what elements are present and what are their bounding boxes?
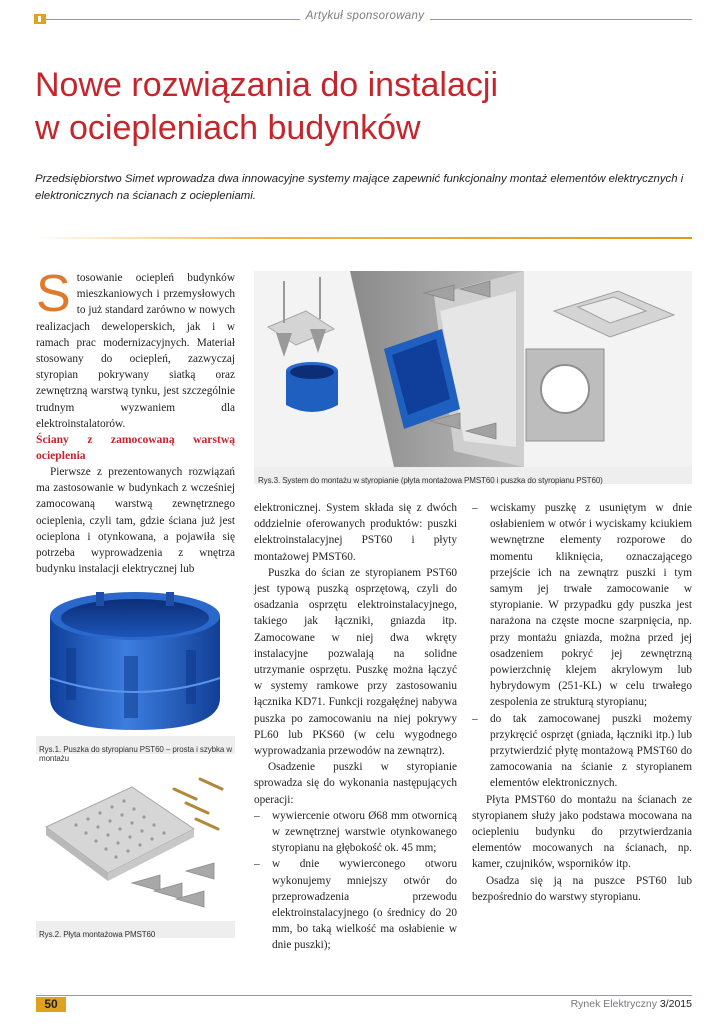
article-lead: Przedsiębiorstwo Simet wprowadza dwa innowacyjne systemy mające zapewnić funkcjonalny montaż elementów elektrycznych i elektronicznych na ścianach z ociepleniami. <box>35 173 684 202</box>
column-2 <box>254 500 457 954</box>
column-3 <box>472 500 692 905</box>
drop-cap: S <box>36 265 71 323</box>
intro-text: tosowanie ociepleń budynków mieszkaniowych i przemysłowych to już standard zarówno w nowych realizacjach deweloperskich, jak i w ramach prac modernizacyjnych. Materiał stosowany do ociepleń, zazwyczaj styropian pokrywany siatką oraz zewnętrzną warstwą tynku, jest szczególnie trudnym wyzwaniem dla elektroinstalatorów. <box>36 272 235 430</box>
blue-box-illustration <box>36 578 235 736</box>
bullet-hole <box>254 856 457 953</box>
bullet-press <box>472 500 692 711</box>
bullet-text: wywiercenie otworu Ø68 mm otwornicą w zewnętrznej warstwie otynkowanego styropianu na głębokość ok. 45 mm; <box>272 809 457 855</box>
page-number: 50 <box>44 997 58 1011</box>
figure-2 <box>36 763 235 938</box>
header-rule-right <box>430 19 692 20</box>
figure-3 <box>254 271 692 484</box>
column-1 <box>36 265 235 577</box>
title-line-1: Nowe rozwiązania do instalacji <box>35 66 499 104</box>
intro-paragraph <box>36 265 235 432</box>
journal-name: Rynek Elektryczny <box>570 998 657 1010</box>
bullet-dash: – <box>254 809 260 822</box>
bullet-text: do tak zamocowanej puszki możemy przykręcić osprzęt (gniada, łączniki itp.) lub przytwierdzić płytę montażową PMST60 do zamocowania na ścianie z styropianem elementów elektronicznych. <box>490 712 692 790</box>
journal-issue: 3/2015 <box>659 998 692 1010</box>
column-2-paragraph-1: elektronicznej. System składa się z dwóch oddzielnie oferowanych produktów: puszki elektroinstalacyjnej PST60 i płyty montażowej PMST60. <box>254 502 457 563</box>
column-1-paragraph-2: Pierwsze z prezentowanych rozwiązań ma zastosowanie w budynkach z wcześniej zamocowaną warstwą zewnętrznego ocieplenia, czyli tam, gdzie ściana już jest ocieplona i otynkowana, a pojawiła się potrzeba wyprowadzenia z wnętrza budynku instalacji elektrycznej lub <box>36 466 235 576</box>
column-3-paragraph-2: Osadza się ją na puszce PST60 lub bezpośrednio do warstwy styropianu. <box>472 874 692 903</box>
figure-1 <box>36 578 235 763</box>
bullet-dash: – <box>472 712 478 725</box>
section-subheading: Ściany z zamocowaną warstwą ocieplenia <box>36 433 235 463</box>
journal-info <box>520 998 692 1010</box>
header-mark-notch <box>38 16 41 22</box>
lead-separator <box>36 237 692 239</box>
column-2-paragraph-3: Osadzenie puszki w styropianie sprowadza się do wykonania następujących operacji: <box>254 761 457 806</box>
bullet-drill <box>254 808 457 857</box>
bullet-fix <box>472 711 692 792</box>
mounting-plate-illustration <box>36 763 235 921</box>
bullet-text: w dnie wywierconego otworu wykonujemy mniejszy otwór do przeprowadzenia przewodu elektroinstalacyjnego (o średnicy do 20 mm, bo taką wielkość ma osłabienie w dnie puszki); <box>272 858 457 952</box>
system-illustration <box>254 271 692 467</box>
figure-3-caption: Rys.3. System do montażu w styropianie (płyta montażowa PMST60 i puszka do styropianu PST60) <box>258 476 603 485</box>
bullet-dash: – <box>254 858 260 871</box>
title-line-2: w ociepleniach budynków <box>35 109 421 147</box>
footer-rule <box>36 995 692 996</box>
column-2-paragraph-2: Puszka do ścian ze styropianem PST60 jest typową puszką osprzętową, czyli do osadzania osprzętu elektroinstalacyjnego, takiego jak łączniki, gniazda itp. Zamocowane w niej dwa wkręty instalacyjne pozwalają na solidne utrzymanie osprzętu. Puszkę można łączyć w systemy ramkowe przy zastosowaniu łącznika KD71. Funkcji rozgałęźnej nabywa puszka po zamocowaniu na niej pokrywy PL60 lub PKS60 (w celu wygodnego wyprowadzania przewodów na zewnątrz). <box>254 566 457 758</box>
sponsored-label: Artykuł sponsorowany <box>300 10 430 22</box>
bullet-dash: – <box>472 502 478 514</box>
figure-1-caption: Rys.1. Puszka do styropianu PST60 – prosta i szybka w montażu <box>39 745 233 763</box>
figure-2-caption: Rys.2. Płyta montażowa PMST60 <box>39 930 156 939</box>
column-3-paragraph-1: Płyta PMST60 do montażu na ścianach ze styropianem służy jako podstawa mocowana na ociepleniu budynku do przytwierdzania elementów mocowanych na ścianach, np. kamer, czujników, wsporników itp. <box>472 793 692 871</box>
article-title <box>35 64 675 150</box>
bullet-text: wciskamy puszkę z usuniętym w dnie osłabieniem w otwór i wyciskamy kciukiem wewnętrzne elementy rozporowe do momentu kliknięcia, oznaczającego przejście ich na zewnątrz puszki i tym samym jej trwałe zamocowanie w styropianie. W przypadku gdy puszka jest narażona na częste mocne szarpnięcia, np. przy montażu gniazda, można przed jej osadzeniem pokryć jej zewnętrzną powierzchnię klejem akrylowym lub hybrydowym (251-KL) w celu trwałego zespolenia ze strukturą styropianu; <box>490 502 692 709</box>
